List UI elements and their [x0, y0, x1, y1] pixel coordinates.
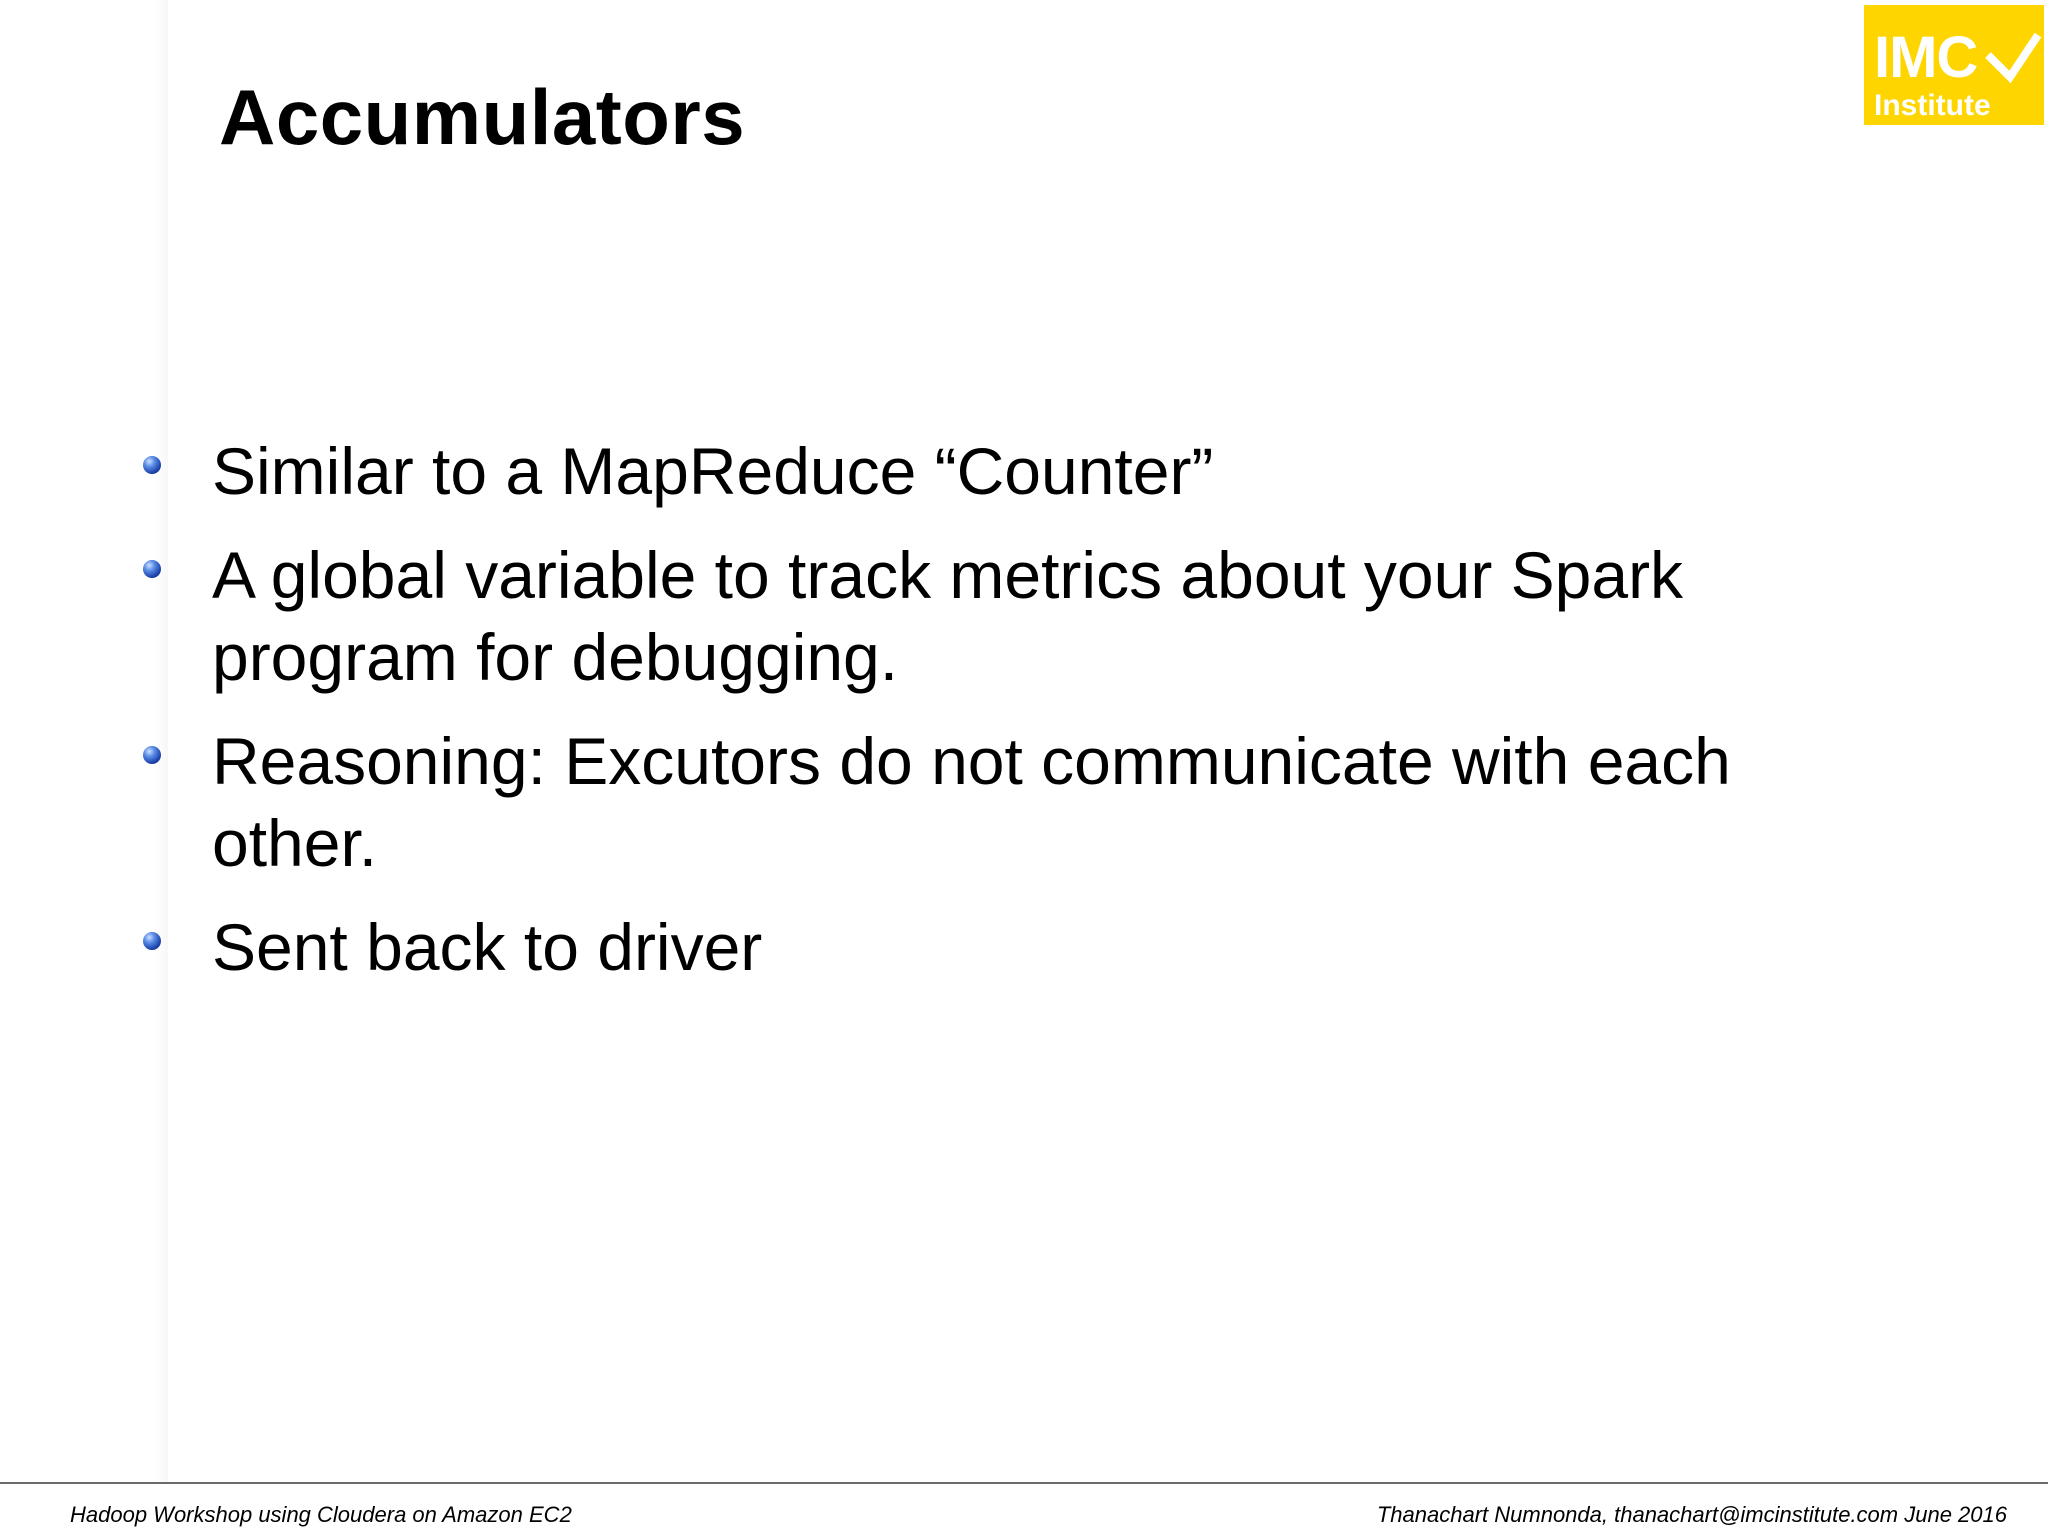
bullet-text: Sent back to driver	[212, 910, 763, 984]
bullet-text: Reasoning: Excutors do not communicate with each other.	[212, 724, 1731, 880]
imc-institute-logo	[1864, 5, 2044, 125]
bullet-item	[140, 534, 1860, 698]
logo-sub-text: Institute	[1874, 89, 1991, 122]
bullet-item	[140, 430, 1860, 512]
blue-sphere-bullet-icon	[143, 456, 161, 474]
footer-right-text: Thanachart Numnonda, thanachart@imcinstitute.com June 2016	[1376, 1502, 2007, 1527]
bullet-text: A global variable to track metrics about your Spark program for debugging.	[212, 538, 1684, 694]
logo-main-text: IMC	[1874, 25, 1978, 90]
footer-left-text: Hadoop Workshop using Cloudera on Amazon EC2	[70, 1502, 572, 1527]
footer-divider	[0, 1482, 2048, 1484]
bullet-item	[140, 720, 1860, 884]
slide-title: Accumulators	[219, 73, 746, 161]
bullet-text: Similar to a MapReduce “Counter”	[212, 434, 1214, 508]
bullet-list	[140, 430, 1860, 1010]
blue-sphere-bullet-icon	[143, 560, 161, 578]
bullet-item	[140, 906, 1860, 988]
blue-sphere-bullet-icon	[143, 932, 161, 950]
blue-sphere-bullet-icon	[143, 746, 161, 764]
